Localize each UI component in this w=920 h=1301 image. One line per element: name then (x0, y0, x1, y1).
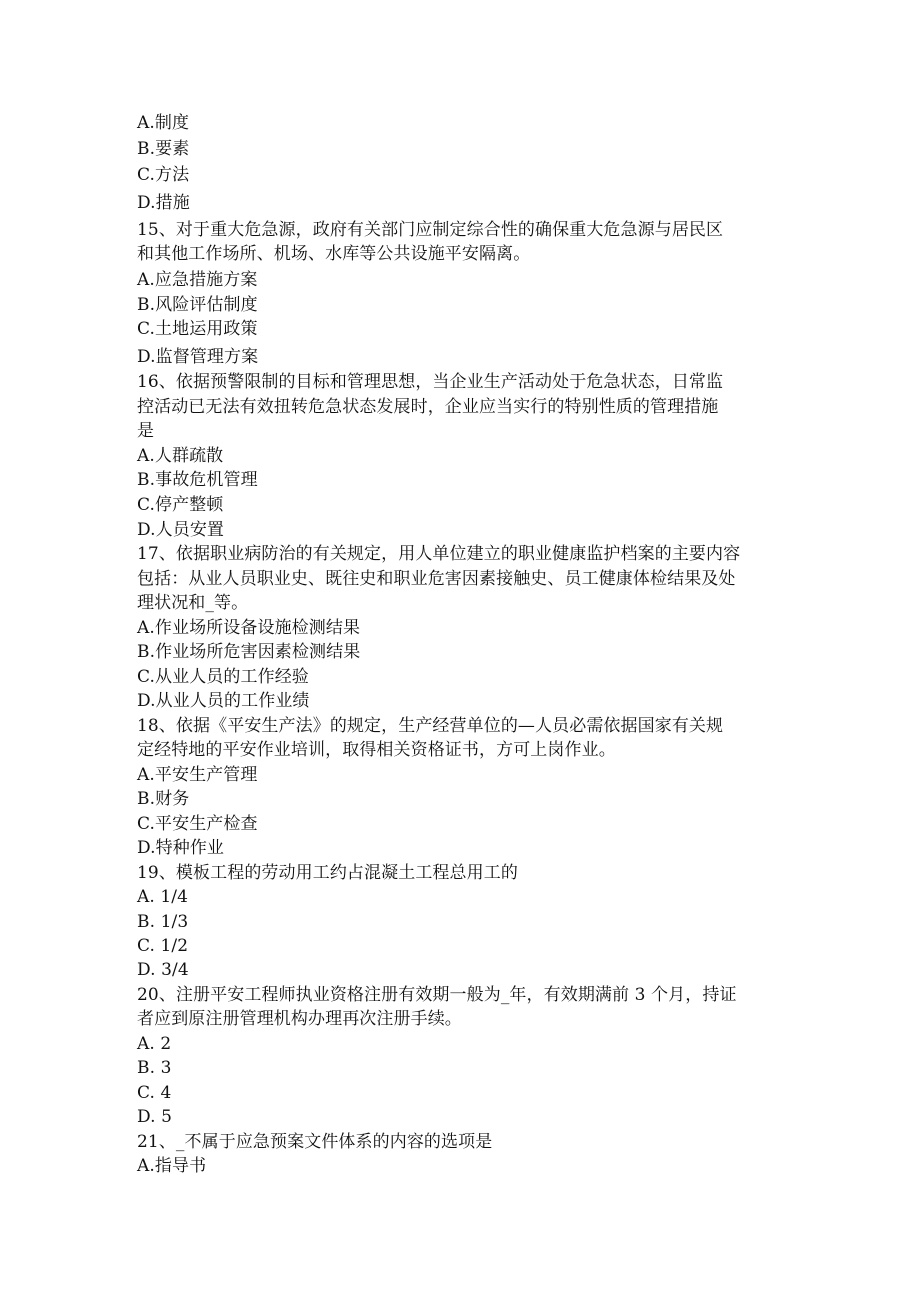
question-18-line-2: 定经特地的平安作业培训，取得相关资格证书，方可上岗作业。 (137, 740, 616, 760)
option-b-q18: B.财务 (137, 789, 190, 809)
question-16-line-3: 是 (137, 421, 155, 441)
option-b-q17: B.作业场所危害因素检测结果 (137, 642, 361, 662)
option-c-q15: C.土地运用政策 (137, 319, 258, 339)
option-a-q15: A.应急措施方案 (137, 270, 258, 290)
option-a-q18: A.平安生产管理 (137, 765, 258, 785)
option-b-q15: B.风险评估制度 (137, 295, 258, 315)
option-a-q19: A. 1/4 (137, 887, 189, 907)
question-16-line-1: 16、依据预警限制的目标和管理思想，当企业生产活动处于危急状态，日常监 (137, 372, 724, 392)
option-a-q17: A.作业场所设备设施检测结果 (137, 618, 361, 638)
option-d-q17: D.从业人员的工作业绩 (137, 691, 310, 711)
question-17-line-1: 17、依据职业病防治的有关规定，用人单位建立的职业健康监护档案的主要内容 (137, 544, 741, 564)
question-18-line-1: 18、依据《平安生产法》的规定，生产经营单位的—人员必需依据国家有关规 (137, 716, 724, 736)
option-b-q16: B.事故危机管理 (137, 470, 258, 490)
question-16-line-2: 控活动已无法有效扭转危急状态发展时，企业应当实行的特别性质的管理措施 (137, 397, 719, 417)
option-d-q20: D. 5 (137, 1107, 173, 1127)
question-20-line-1: 20、注册平安工程师执业资格注册有效期一般为_年，有效期满前 3 个月，持证 (137, 985, 737, 1005)
option-c-q17: C.从业人员的工作经验 (137, 667, 309, 687)
question-20-line-2: 者应到原注册管理机构办理再次注册手续。 (137, 1009, 462, 1029)
option-a-q21: A.指导书 (137, 1156, 207, 1176)
option-d-q18: D.特种作业 (137, 838, 225, 858)
option-c-q19: C. 1/2 (137, 936, 189, 956)
option-a-q20: A. 2 (137, 1034, 172, 1054)
question-17-line-2: 包括：从业人员职业史、既往史和职业危害因素接触史、员工健康体检结果及处 (137, 569, 736, 589)
option-d-q19: D. 3/4 (137, 960, 189, 980)
option-c-q20: C. 4 (137, 1083, 172, 1103)
option-b-q19: B. 1/3 (137, 912, 189, 932)
question-17-line-3: 理状况和_等。 (137, 593, 249, 613)
question-15-line-1: 15、对于重大危急源，政府有关部门应制定综合性的确保重大危急源与居民区 (137, 220, 724, 240)
option-c-q18: C.平安生产检查 (137, 814, 258, 834)
option-b-q20: B. 3 (137, 1058, 172, 1078)
question-21: 21、_不属于应急预案文件体系的内容的选项是 (137, 1132, 493, 1152)
option-a-q14: A.制度 (137, 113, 190, 133)
option-c-q14: C.方法 (137, 165, 190, 185)
question-15-line-2: 和其他工作场所、机场、水库等公共设施平安隔离。 (137, 244, 531, 264)
option-d-q16: D.人员安置 (137, 520, 225, 540)
option-c-q16: C.停产整顿 (137, 495, 224, 515)
question-19: 19、模板工程的劳动用工约占混凝土工程总用工的 (137, 863, 518, 883)
option-a-q16: A.人群疏散 (137, 446, 224, 466)
option-d-q14: D.措施 (137, 193, 190, 213)
option-d-q15: D.监督管理方案 (137, 347, 259, 367)
option-b-q14: B.要素 (137, 139, 190, 159)
